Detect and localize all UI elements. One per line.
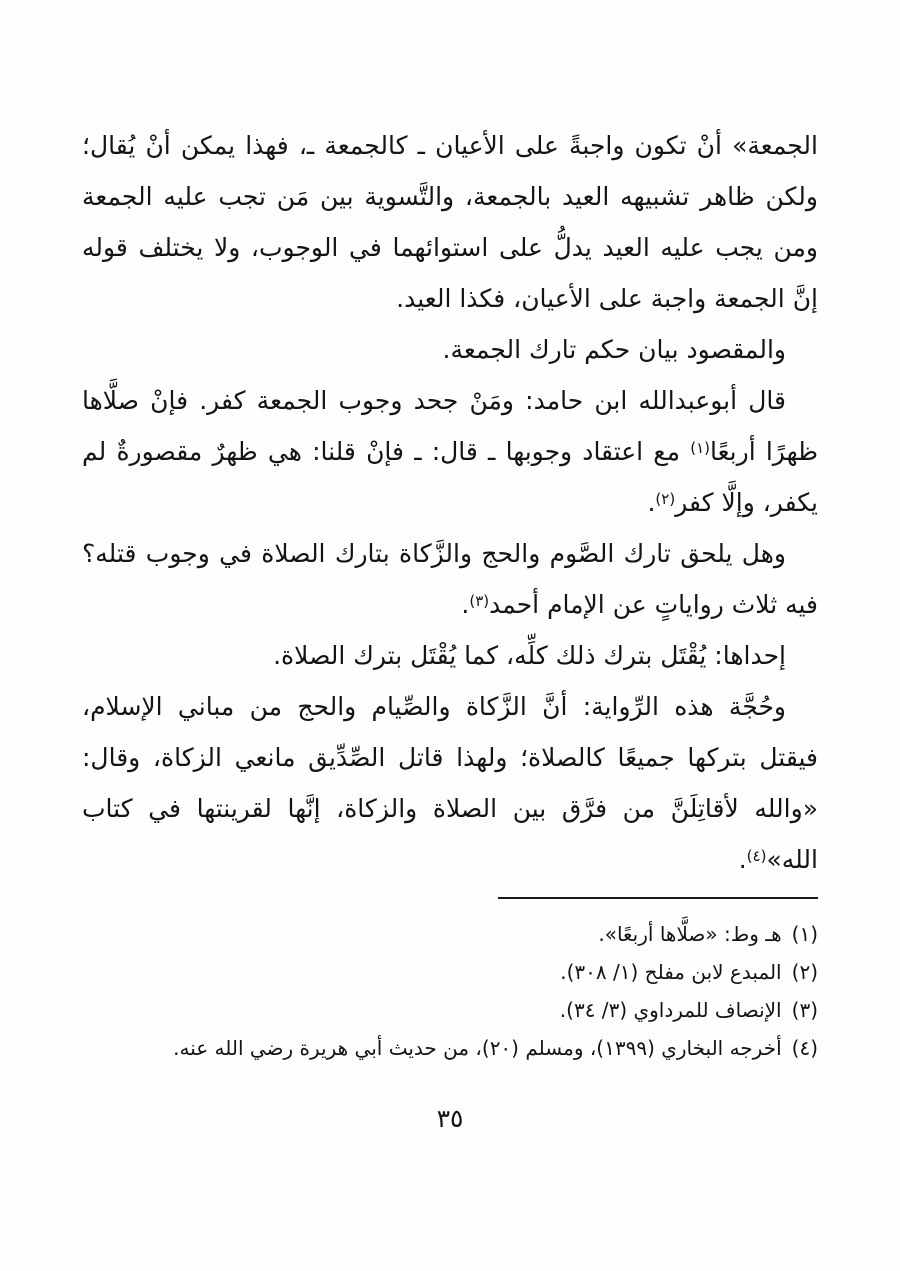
paragraph-argument (82, 681, 818, 885)
footnote-ref-3: (٣) (469, 592, 490, 610)
footnote-ref-1: (١) (690, 439, 710, 457)
paragraph-text: وهل يلحق تارك الصَّوم والحج والزَّكاة بتارك الصلاة في وجوب قتله؟ فيه ثلاث رواياتٍ عن الإمام أحمد (82, 539, 818, 619)
paragraph-text: إحداها: يُقْتَل بترك ذلك كلِّه، كما يُقْتَل بترك الصلاة. (273, 641, 786, 670)
footnote-area (82, 897, 818, 1067)
footnote-text: الإنصاف للمرداوي (٣/ ٣٤). (559, 998, 782, 1022)
paragraph-text: وحُجَّة هذه الرِّواية: أنَّ الزَّكاة والصِّيام والحج من مباني الإسلام، فيقتل بتركها جميعًا كالصلاة؛ ولهذا قاتل الصِّدِّيق مانعي الزكاة، وقال: «والله لأقاتِلَنَّ من فرَّق بين الصلاة والزكاة، إنَّها لقرينتها في كتاب الله» (82, 692, 818, 874)
footnote-ref-4: (٤) (746, 847, 767, 865)
paragraph-first-narration (82, 630, 818, 681)
paragraph-question (82, 528, 818, 630)
footnote-item-1 (82, 915, 818, 953)
footnote-ref-2: (٢) (655, 490, 676, 508)
paragraph-text: . (461, 590, 470, 619)
paragraph-text: قال أبوعبدالله ابن حامد: ومَنْ جحد وجوب الجمعة كفر. فإنْ صلَّاها ظهرًا أربعًا (82, 386, 818, 466)
footnote-marker: (٣) (791, 998, 818, 1022)
footnote-separator (498, 897, 818, 899)
paragraph-text: الجمعة» أنْ تكون واجبةً على الأعيان ـ كالجمعة ـ، فهذا يمكن أنْ يُقال؛ ولكن ظاهر تشبيهه العيد بالجمعة، والتَّسوية بين مَن تجب عليه الجمعة ومن يجب عليه العيد يدلُّ على استوائهما في الوجوب، ولا يختلف قوله إنَّ الجمعة واجبة على الأعيان، فكذا العيد. (82, 131, 818, 313)
footnote-item-4 (82, 1029, 818, 1067)
paragraph-continuation (82, 120, 818, 324)
footnote-text: أخرجه البخاري (١٣٩٩)، ومسلم (٢٠)، من حديث أبي هريرة رضي الله عنه. (173, 1036, 782, 1060)
footnote-marker: (٢) (791, 960, 818, 984)
footnote-marker: (١) (791, 922, 818, 946)
main-text-block (82, 120, 818, 898)
paragraph-text: . (738, 845, 747, 874)
footnote-text: هـ وط: «صلَّاها أربعًا». (598, 922, 782, 946)
paragraph-text: والمقصود بيان حكم تارك الجمعة. (442, 335, 786, 364)
paragraph-ibn-hamid-quote (82, 375, 818, 528)
footnote-marker: (٤) (791, 1036, 818, 1060)
footnote-item-2 (82, 953, 818, 991)
paragraph-text: مع اعتقاد وجوبها ـ قال: ـ فإنْ قلنا: هي ظهرٌ مقصورةٌ لم يكفر، وإلَّا كفر (82, 437, 818, 517)
footnote-text: المبدع لابن مفلح (١/ ٣٠٨). (560, 960, 782, 984)
page-number: ٣٥ (436, 1104, 464, 1133)
paragraph-purpose (82, 324, 818, 375)
paragraph-text: . (647, 488, 656, 517)
footnote-item-3 (82, 991, 818, 1029)
